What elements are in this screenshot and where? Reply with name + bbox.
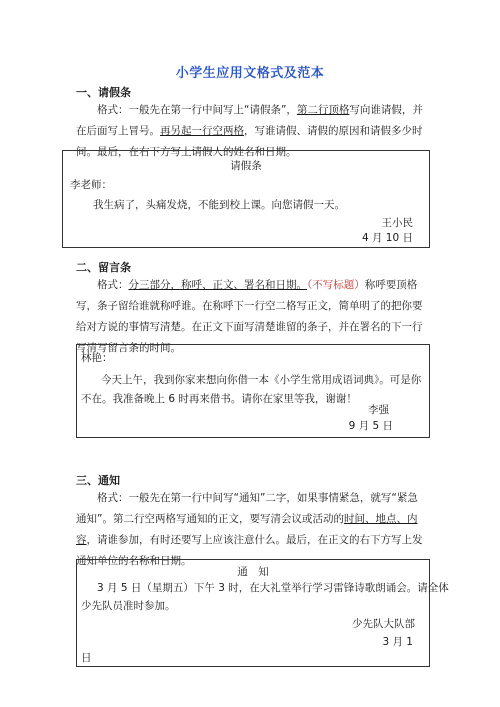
text-span: 称呼要顶格写，条子留给谁就称呼谁。在称呼下一行空二格写正文，简单明了的把你要给对方说的事情写清楚。在正文下面写清楚谁留的条子，并在署名的下一行写清写留言条的时间。 xyxy=(76,279,423,354)
sample-salutation: 李老师： xyxy=(70,179,112,191)
red-note-text: （不写标题） xyxy=(307,279,365,291)
sample-body: 我生病了，头痛发烧，不能到校上课。向您请假一天。 xyxy=(93,199,345,211)
underlined-text: 分三部分，称呼、正文、署名和日期。 xyxy=(128,279,307,291)
underlined-text: 再另起一行空两格 xyxy=(160,125,244,137)
underlined-text: 时间、地点、内容 xyxy=(76,513,418,546)
note-sample-box xyxy=(76,344,430,438)
sample-signer: 王小民 xyxy=(381,217,413,229)
page-title: 小学生应用文格式及范本 xyxy=(175,66,325,81)
sample-body-line-1: 3 月 5 日（星期五）下午 3 时，在大礼堂举行学习雷锋诗歌朗诵会。请全体 xyxy=(97,582,449,594)
sample-date: 4 月 10 日 xyxy=(361,232,413,244)
text-span: 写向谁请假，并在后面写上冒号。 xyxy=(76,104,423,137)
text-span: 格式：一般先在第一行中间写“通知”二字，如果事情紧急，就写“紧急通知”。第二行空两格写通知的正文，要写清会议或活动的 xyxy=(76,492,418,525)
sample-date: 9 月 5 日 xyxy=(348,420,393,432)
sample-signer: 少先队大队部 xyxy=(352,618,415,630)
underlined-text: 第二行顶格 xyxy=(296,104,350,116)
sample-signer: 李强 xyxy=(368,404,389,416)
leave-sample-box xyxy=(62,150,430,248)
text-span: ，请谁参加，有时还要写上应该注意什么。最后，在正文的右下方写上发通知单位的名称和日期。 xyxy=(76,534,423,567)
section-heading-note: 二、留言条 xyxy=(76,261,131,274)
sample-body-line-2: 少先队员准时参加。 xyxy=(81,600,176,612)
notice-sample-box xyxy=(76,559,449,667)
text-span: 格式： xyxy=(97,279,129,291)
text-span: 格式：一般先在第一行中间写上“请假条”， xyxy=(97,104,297,116)
sample-date-continued: 日 xyxy=(81,652,92,664)
sample-title: 请假条 xyxy=(230,160,262,172)
section-heading-notice: 三、通知 xyxy=(76,474,120,487)
sample-body-line-1: 今天上午，我到你家来想向你借一本《小学生常用成语词典》。可是你 xyxy=(101,374,422,386)
sample-body-line-2: 不在。我准备晚上 6 时再来借书。请你在家里等我，谢谢！ xyxy=(81,393,357,405)
sample-date: 3 月 1 xyxy=(382,636,413,648)
sample-title: 通 知 xyxy=(237,566,269,578)
section-heading-leave: 一、请假条 xyxy=(76,86,131,99)
text-span: ，写谁请假、请假的原因和请假多少时间。最后，在右下方写上请假人的姓名和日期。 xyxy=(76,125,423,158)
sample-salutation: 林艳： xyxy=(81,352,113,364)
